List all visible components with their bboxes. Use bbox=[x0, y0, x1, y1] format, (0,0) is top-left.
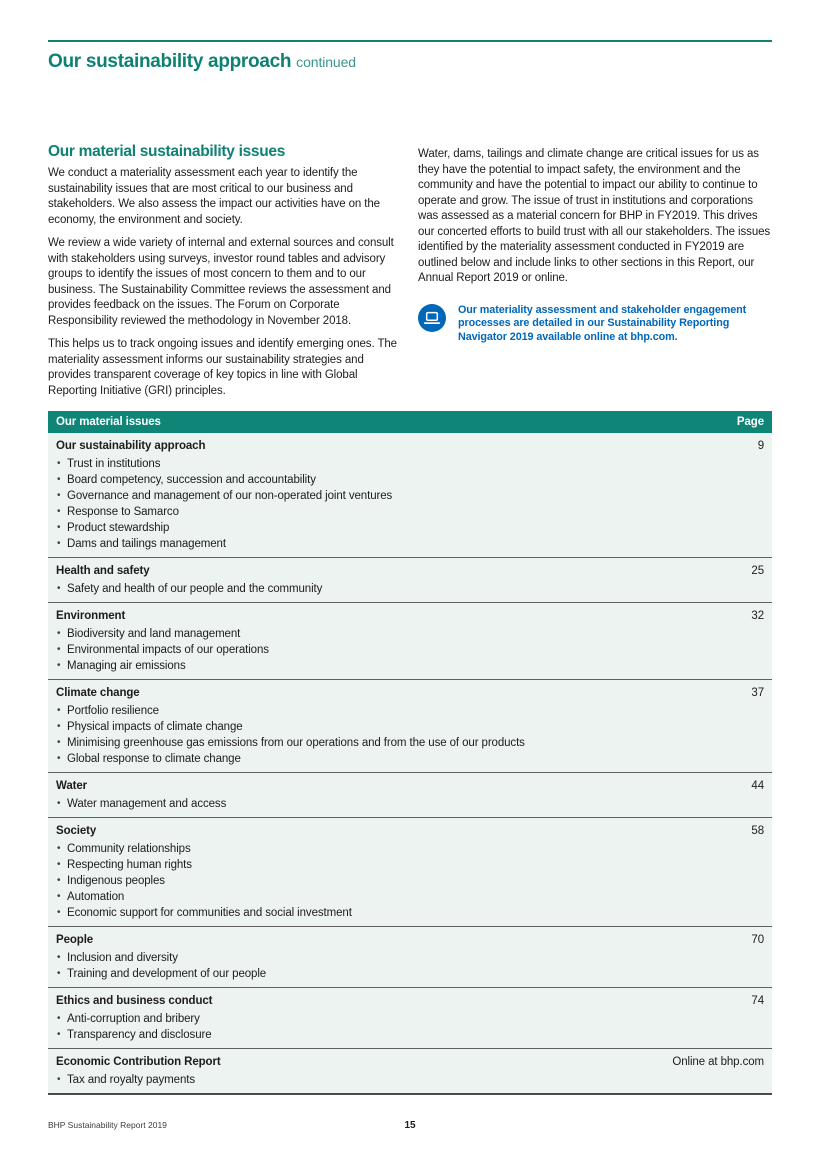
issue-page: 58 bbox=[751, 825, 764, 837]
issue-items bbox=[48, 950, 772, 987]
table-section bbox=[48, 602, 772, 679]
issue-items bbox=[48, 703, 772, 772]
issue-item: • Dams and tailings management bbox=[57, 536, 764, 552]
table-section bbox=[48, 817, 772, 926]
issue-item: • Governance and management of our non-operated joint ventures bbox=[57, 488, 764, 504]
issue-title: Environment bbox=[56, 610, 126, 622]
table-section bbox=[48, 557, 772, 602]
issue-item: • Environmental impacts of our operations bbox=[57, 642, 764, 658]
table-section bbox=[48, 772, 772, 817]
table-row bbox=[48, 988, 772, 1011]
issue-items bbox=[48, 1011, 772, 1048]
issue-items bbox=[48, 456, 772, 557]
page-title-main: Our sustainability approach bbox=[48, 51, 292, 72]
issue-item: • Inclusion and diversity bbox=[57, 950, 764, 966]
issue-item: • Indigenous peoples bbox=[57, 873, 764, 889]
issue-item: • Global response to climate change bbox=[57, 751, 764, 767]
issue-item: • Trust in institutions bbox=[57, 456, 764, 472]
issue-items bbox=[48, 581, 772, 602]
issue-items bbox=[48, 1072, 772, 1093]
paragraph: Water, dams, tailings and climate change are critical issues for us as they have the potential to impact safety, the environment and the community and have the potential to impact our ability to continue to operate and grow. The issue of trust in institutions and corporations was assessed as a material concern for BHP in FY2019. This drives our concerted efforts to build trust with all our stakeholders. The issues identified by the materiality assessment conducted in FY2019 are outlined below and include links to other sections in this Report, our Annual Report 2019 or online. bbox=[418, 148, 771, 284]
issue-page: 70 bbox=[751, 934, 764, 946]
issue-item: • Product stewardship bbox=[57, 520, 764, 536]
issue-title: Economic Contribution Report bbox=[56, 1056, 221, 1068]
issue-title: Health and safety bbox=[56, 565, 150, 577]
issue-item: • Economic support for communities and social investment bbox=[57, 905, 764, 921]
table-header-issues: Our material issues bbox=[56, 416, 161, 428]
issue-item: • Automation bbox=[57, 889, 764, 905]
issue-page: 32 bbox=[751, 610, 764, 622]
issue-title: Society bbox=[56, 825, 97, 837]
issue-item: • Managing air emissions bbox=[57, 658, 764, 674]
issue-item: • Anti-corruption and bribery bbox=[57, 1011, 764, 1027]
page-title bbox=[48, 50, 772, 74]
page-title-continued: continued bbox=[296, 54, 356, 70]
issue-page: 44 bbox=[751, 780, 764, 792]
paragraph: We conduct a materiality assessment each year to identify the sustainability issues that are most critical to our business and stakeholders. We also assess the impact our activities have on the economy, the environment and society. bbox=[48, 167, 380, 226]
callout-text: Our materiality assessment and stakeholder engagement processes are detailed in our Sustainability Reporting Navigator 2019 available online at bhp.com. bbox=[458, 303, 747, 343]
issue-items bbox=[48, 796, 772, 817]
issue-items bbox=[48, 841, 772, 926]
table-row bbox=[48, 680, 772, 703]
footer-page-number: 15 bbox=[404, 1120, 416, 1131]
issue-item: • Portfolio resilience bbox=[57, 703, 764, 719]
two-column-body bbox=[48, 142, 772, 399]
paragraph: We review a wide variety of internal and external sources and consult with stakeholders using surveys, investor round tables and advisory groups to identify the issues of most concern to them and to our business. The Sustainability Committee reviews the assessment and provides feedback on the issues. The Forum on Corporate Responsibility reviewed the methodology in November 2018. bbox=[48, 237, 394, 327]
table-row bbox=[48, 558, 772, 581]
table-body bbox=[48, 433, 772, 1095]
table-row bbox=[48, 818, 772, 841]
issue-item: • Transparency and disclosure bbox=[57, 1027, 764, 1043]
table-header-page: Page bbox=[736, 416, 764, 428]
section-heading: Our material sustainability issues bbox=[48, 143, 286, 160]
paragraph: This helps us to track ongoing issues and identify emerging ones. The materiality assessment informs our sustainability strategies and provides transparent coverage of key topics in line with Global Reporting Initiative (GRI) principles. bbox=[48, 338, 397, 397]
table-row bbox=[48, 927, 772, 950]
table-section bbox=[48, 987, 772, 1048]
issue-item: • Community relationships bbox=[57, 841, 764, 857]
issue-page: Online at bhp.com bbox=[672, 1056, 764, 1068]
issue-items bbox=[48, 626, 772, 679]
top-rule bbox=[48, 40, 772, 42]
footer-report-name: BHP Sustainability Report 2019 bbox=[48, 1120, 167, 1130]
issue-item: • Minimising greenhouse gas emissions from our operations and from the use of our products bbox=[57, 735, 764, 751]
online-resource-callout bbox=[418, 304, 772, 345]
issue-item: • Physical impacts of climate change bbox=[57, 719, 764, 735]
issue-page: 9 bbox=[757, 440, 764, 452]
page-footer bbox=[0, 1120, 820, 1134]
issue-title: Climate change bbox=[56, 687, 140, 699]
table-row bbox=[48, 773, 772, 796]
material-issues-table bbox=[48, 411, 772, 1095]
right-column bbox=[418, 142, 772, 399]
issue-title: Ethics and business conduct bbox=[56, 995, 213, 1007]
table-row bbox=[48, 1049, 772, 1072]
issue-item: • Respecting human rights bbox=[57, 857, 764, 873]
table-section bbox=[48, 433, 772, 557]
issue-item: • Tax and royalty payments bbox=[57, 1072, 764, 1088]
issue-title: Water bbox=[56, 780, 88, 792]
issue-item: • Safety and health of our people and the community bbox=[57, 581, 764, 597]
issue-title: Our sustainability approach bbox=[56, 440, 206, 452]
issue-page: 74 bbox=[751, 995, 764, 1007]
table-row bbox=[48, 603, 772, 626]
issue-item: • Biodiversity and land management bbox=[57, 626, 764, 642]
issue-title: People bbox=[56, 934, 94, 946]
left-column bbox=[48, 142, 404, 399]
table-section bbox=[48, 1048, 772, 1093]
issue-page: 25 bbox=[751, 565, 764, 577]
issue-item: • Response to Samarco bbox=[57, 504, 764, 520]
table-row bbox=[48, 433, 772, 456]
table-header bbox=[48, 411, 772, 433]
issue-item: • Training and development of our people bbox=[57, 966, 764, 982]
laptop-icon bbox=[418, 304, 446, 337]
issue-item: • Board competency, succession and accountability bbox=[57, 472, 764, 488]
issue-item: • Water management and access bbox=[57, 796, 764, 812]
table-section bbox=[48, 926, 772, 987]
issue-page: 37 bbox=[751, 687, 764, 699]
table-section bbox=[48, 679, 772, 772]
